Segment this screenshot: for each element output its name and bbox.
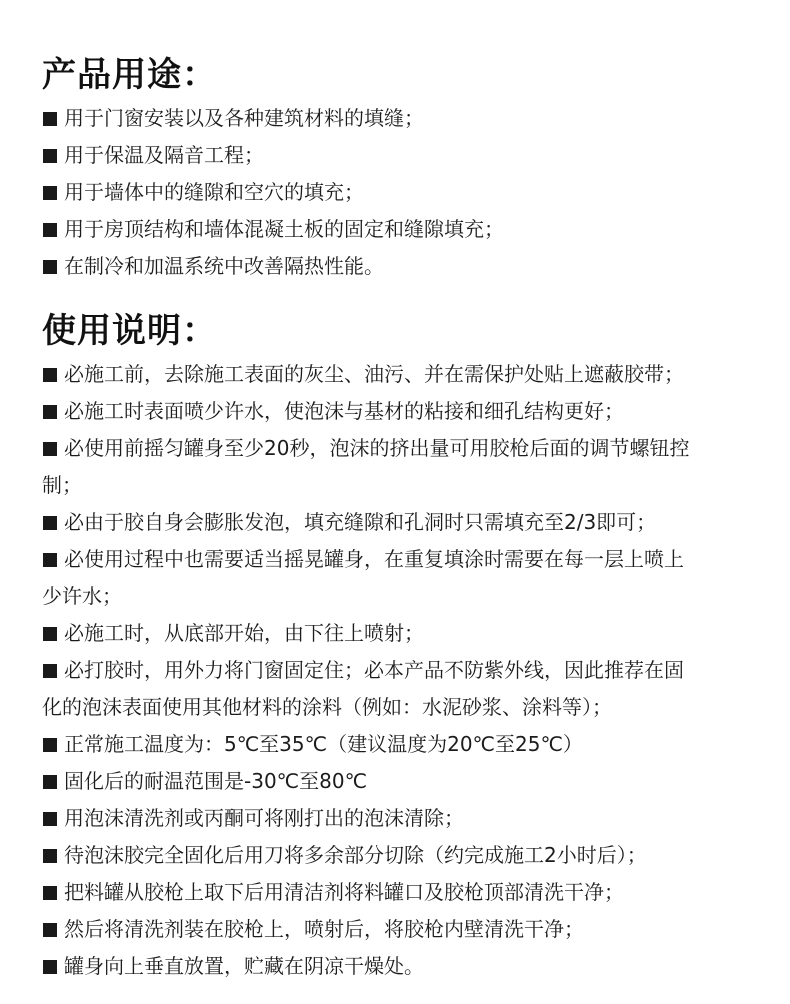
list-item: [42, 393, 770, 430]
usage-heading: 产品用途：: [42, 55, 217, 95]
item-text: 把料罐从胶枪上取下后用清洁剂将料罐口及胶枪顶部清洗干净；: [64, 880, 624, 904]
square-bullet-icon: [43, 516, 57, 530]
instructions-section: [42, 308, 770, 985]
square-bullet-icon: [43, 405, 57, 419]
list-item: [42, 174, 770, 211]
square-bullet-icon: [43, 627, 57, 641]
item-text: 必施工前，去除施工表面的灰尘、油污、并在需保护处贴上遮蔽胶带；: [64, 362, 684, 386]
list-item: [42, 652, 770, 726]
item-text: 必打胶时，用外力将门窗固定住；必本产品不防紫外线，因此推荐在固: [64, 658, 684, 682]
item-text-continued: 化的泡沫表面使用其他材料的涂料（例如：水泥砂浆、涂料等）；: [42, 695, 612, 719]
list-item: [42, 504, 770, 541]
item-text-continued: 少许水；: [42, 584, 122, 608]
item-text-continued: 制；: [42, 473, 82, 497]
item-text: 用泡沫清洗剂或丙酮可将刚打出的泡沫清除；: [64, 806, 464, 830]
list-item: [42, 615, 770, 652]
item-text: 固化后的耐温范围是-30℃至80℃: [64, 769, 368, 793]
item-text: 用于保温及隔音工程；: [64, 143, 264, 167]
square-bullet-icon: [43, 664, 57, 678]
instructions-heading: 使用说明：: [42, 311, 217, 351]
list-item: [42, 911, 770, 948]
item-text: 待泡沫胶完全固化后用刀将多余部分切除（约完成施工2小时后）；: [64, 843, 647, 867]
square-bullet-icon: [43, 923, 57, 937]
item-text: 必使用过程中也需要适当摇晃罐身，在重复填涂时需要在每一层上喷上: [64, 547, 684, 571]
list-item: [42, 211, 770, 248]
square-bullet-icon: [43, 553, 57, 567]
list-item: [42, 726, 770, 763]
item-text: 必使用前摇匀罐身至少20秒，泡沫的挤出量可用胶枪后面的调节螺钮控: [64, 436, 690, 460]
list-item: [42, 541, 770, 615]
square-bullet-icon: [43, 886, 57, 900]
list-item: [42, 356, 770, 393]
square-bullet-icon: [43, 442, 57, 456]
item-text: 必施工时表面喷少许水，使泡沫与基材的粘接和细孔结构更好；: [64, 399, 624, 423]
item-text: 用于门窗安装以及各种建筑材料的填缝；: [64, 106, 424, 130]
square-bullet-icon: [43, 960, 57, 974]
square-bullet-icon: [43, 112, 57, 126]
square-bullet-icon: [43, 260, 57, 274]
item-text: 然后将清洗剂装在胶枪上，喷射后，将胶枪内壁清洗干净；: [64, 917, 584, 941]
usage-section: [42, 52, 770, 285]
square-bullet-icon: [43, 186, 57, 200]
item-text: 用于房顶结构和墙体混凝土板的固定和缝隙填充；: [64, 217, 504, 241]
list-item: [42, 837, 770, 874]
square-bullet-icon: [43, 738, 57, 752]
square-bullet-icon: [43, 223, 57, 237]
list-item: [42, 800, 770, 837]
list-item: [42, 874, 770, 911]
item-text: 正常施工温度为：5℃至35℃（建议温度为20℃至25℃）: [64, 732, 583, 756]
square-bullet-icon: [43, 812, 57, 826]
list-item: [42, 430, 770, 504]
usage-list: [42, 100, 770, 285]
square-bullet-icon: [43, 849, 57, 863]
square-bullet-icon: [43, 149, 57, 163]
list-item: [42, 948, 770, 985]
list-item: [42, 763, 770, 800]
square-bullet-icon: [43, 775, 57, 789]
item-text: 必由于胶自身会膨胀发泡，填充缝隙和孔洞时只需填充至2/3即可；: [64, 510, 657, 534]
list-item: [42, 137, 770, 174]
item-text: 在制冷和加温系统中改善隔热性能。: [64, 254, 384, 278]
item-text: 罐身向上垂直放置，贮藏在阴凉干燥处。: [64, 954, 424, 978]
item-text: 必施工时，从底部开始，由下往上喷射；: [64, 621, 424, 645]
list-item: [42, 100, 770, 137]
list-item: [42, 248, 770, 285]
instructions-list: [42, 356, 770, 985]
item-text: 用于墙体中的缝隙和空穴的填充；: [64, 180, 364, 204]
square-bullet-icon: [43, 368, 57, 382]
